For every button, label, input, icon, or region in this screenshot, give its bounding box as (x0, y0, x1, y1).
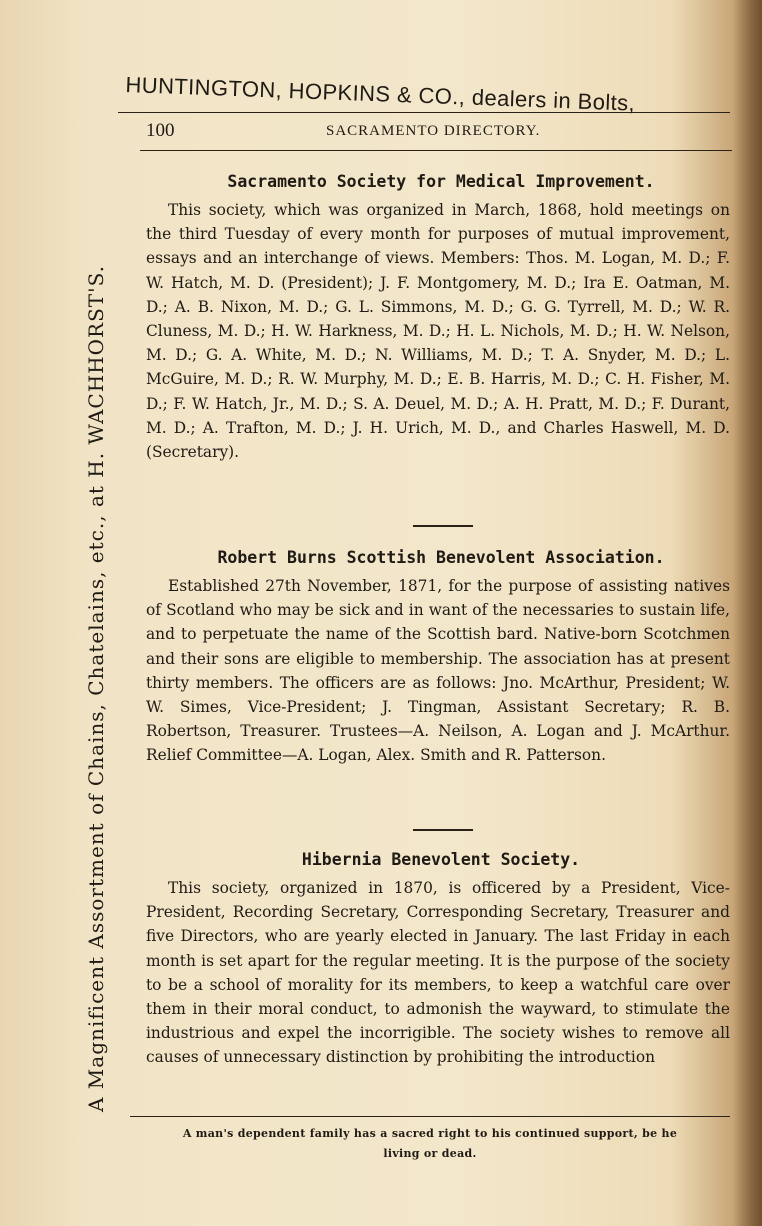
section-divider (413, 525, 473, 527)
footer-line-2: living or dead. (383, 1147, 477, 1160)
page-number: 100 (146, 120, 175, 141)
footer-rule (130, 1116, 730, 1117)
running-title: SACRAMENTO DIRECTORY. (326, 123, 541, 139)
section-body: This society, organized in 1870, is officered by a President, Vice-President, Recording Secretary, Corresponding Secretary, Treasurer and five Directors, who are yearly elected in January. The last Friday in each month is set apart for the regular meeting. It is the purpose of the society to be a school of morality for its members, to keep a watchful care over them in their moral conduct, to admonish the wayward, to stimulate the industrious and expel the incorrigible. The society wishes to remove all causes of unnecessary distinction by prohibiting the introduction (146, 879, 730, 1067)
section-title: Robert Burns Scottish Benevolent Association. (217, 548, 665, 567)
header-bottom-rule (140, 150, 732, 151)
page-header (146, 120, 736, 148)
section-body: This society, which was organized in March, 1868, hold meetings on the third Tuesday of every month for purposes of mutual improvement, essays and an interchange of views. Members: Thos. M. Logan, M. D.; F. W. Hatch, M. D. (President); J. F. Montgomery, M. D.; Ira E. Oatman, M. D.; A. B. Nixon, M. D.; G. L. Simmons, M. D.; G. G. Tyrrell, M. D.; W. R. Cluness, M. D.; H. W. Harkness, M. D.; H. L. Nichols, M. D.; H. W. Nelson, M. D.; G. A. White, M. D.; N. Williams, M. D.; T. A. Snyder, M. D.; L. McGuire, M. D.; R. W. Murphy, M. D.; E. B. Harris, M. D.; C. H. Fisher, M. D.; F. W. Hatch, Jr., M. D.; S. A. Deuel, M. D.; A. H. Pratt, M. D.; F. Durant, M. D.; A. Trafton, M. D.; J. H. Urich, M. D., and Charles Haswell, M. D. (Secretary). (146, 201, 730, 462)
section-body: Established 27th November, 1871, for the purpose of assisting natives of Scotland who may be sick and in want of the necessaries to sustain life, and to perpetuate the name of the Scottish bard. Native-born Scotchmen and their sons are eligible to membership. The association has at present thirty members. The officers are as follows: Jno. McArthur, President; W. W. Simes, Vice-President; J. Tingman, Assistant Secretary; R. B. Robertson, Treasurer. Trustees—A. Neilson, A. Logan and J. McArthur. Relief Committee—A. Logan, Alex. Smith and R. Patterson. (146, 577, 730, 765)
header-top-rule (118, 112, 730, 113)
section-divider (413, 829, 473, 831)
side-advertisement: A Magnificent Assortment of Chains, Chatelains, etc., at H. WACHHORST'S. (84, 265, 108, 1112)
footer-advertisement (130, 1124, 730, 1164)
top-advertisement: HUNTINGTON, HOPKINS & CO., dealers in Bolts, (125, 72, 636, 116)
page-spine-shadow (734, 0, 762, 1226)
section-title: Hibernia Benevolent Society. (301, 850, 581, 869)
footer-line-1: A man's dependent family has a sacred right to his continued support, be he (182, 1127, 678, 1140)
section-title: Sacramento Society for Medical Improvement. (227, 172, 655, 191)
